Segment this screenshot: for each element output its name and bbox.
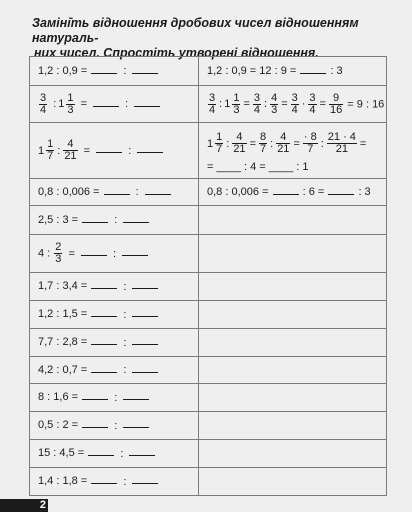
table-row <box>30 384 387 412</box>
answer-blank[interactable] <box>91 73 117 74</box>
answer-blank[interactable] <box>273 194 299 195</box>
answer-blank[interactable] <box>123 222 149 223</box>
answer-blank[interactable] <box>145 194 171 195</box>
left-cell: 1,7 : 3,4 = : <box>30 273 199 301</box>
answer-blank[interactable] <box>132 344 158 345</box>
answer-blank[interactable] <box>81 255 107 256</box>
answer-blank[interactable] <box>134 106 160 107</box>
left-cell: 1 $\frac{1}{7}$ : $\frac{4}{21}$ = : <box>30 123 199 179</box>
left-cell: 0,8 : 0,006 = : <box>30 179 199 206</box>
table-row <box>30 57 387 86</box>
table-row <box>30 235 387 273</box>
table-row <box>30 468 387 496</box>
table-row <box>30 206 387 235</box>
table-row <box>30 179 387 206</box>
answer-blank[interactable] <box>129 455 155 456</box>
answer-blank[interactable] <box>104 194 130 195</box>
table-row <box>30 301 387 329</box>
table-row <box>30 412 387 440</box>
left-cell: 1,2 : 1,5 = : <box>30 301 199 329</box>
right-cell[interactable] <box>199 301 387 329</box>
answer-blank[interactable] <box>132 316 158 317</box>
answer-blank[interactable] <box>91 316 117 317</box>
right-cell[interactable] <box>199 273 387 301</box>
table-row <box>30 123 387 179</box>
table-row <box>30 440 387 468</box>
left-cell: 1,2 : 0,9 = : <box>30 57 199 86</box>
answer-blank[interactable] <box>300 73 326 74</box>
left-cell: 8 : 1,6 = : <box>30 384 199 412</box>
answer-blank[interactable] <box>91 372 117 373</box>
left-cell: 7,7 : 2,8 = : <box>30 329 199 357</box>
right-cell[interactable] <box>199 357 387 384</box>
left-cell: 0,5 : 2 = : <box>30 412 199 440</box>
table-row <box>30 273 387 301</box>
answer-blank[interactable] <box>82 427 108 428</box>
right-cell: $\frac{3}{4}$ : 1 $\frac{1}{3}$ = $\frac{3}{4}$ : $\frac{4}{3}$ = $\frac{3}{4}$ · $\frac{3}{4}$ = $\frac{9}{16}$ = 9 : 16 <box>199 86 387 123</box>
left-cell: 4 : $\frac{2}{3}$ = : <box>30 235 199 273</box>
left-cell: 2,5 : 3 = : <box>30 206 199 235</box>
table-row <box>30 86 387 123</box>
answer-blank[interactable] <box>91 288 117 289</box>
left-cell: 4,2 : 0,7 = : <box>30 357 199 384</box>
answer-blank[interactable] <box>123 399 149 400</box>
table-row <box>30 357 387 384</box>
right-cell[interactable] <box>199 468 387 496</box>
answer-blank[interactable] <box>137 152 163 153</box>
instruction-line-2: них чисел. Спростіть утворені відношення. <box>34 46 319 60</box>
answer-blank[interactable] <box>132 288 158 289</box>
right-cell: 1 $\frac{1}{7}$ : $\frac{4}{21}$ = $\frac{8}{7}$ : $\frac{4}{21}$ = $\frac{\cdot 8}{7}$ : $\frac{21 \cdot 4}{21}$ = = ____ : 4 = ____ : 1 <box>199 123 387 179</box>
right-cell[interactable] <box>199 384 387 412</box>
answer-blank[interactable] <box>88 455 114 456</box>
right-cell[interactable] <box>199 440 387 468</box>
answer-blank[interactable] <box>93 106 119 107</box>
exercise-table <box>29 56 387 496</box>
answer-blank[interactable] <box>123 427 149 428</box>
right-cell: 0,8 : 0,006 = : 6 = : 3 <box>199 179 387 206</box>
right-cell[interactable] <box>199 329 387 357</box>
right-cell: 1,2 : 0,9 = 12 : 9 = : 3 <box>199 57 387 86</box>
answer-blank[interactable] <box>132 73 158 74</box>
answer-blank[interactable] <box>328 194 354 195</box>
answer-blank[interactable] <box>132 372 158 373</box>
answer-blank[interactable] <box>82 222 108 223</box>
answer-blank[interactable] <box>91 344 117 345</box>
left-cell: 15 : 4,5 = : <box>30 440 199 468</box>
answer-blank[interactable] <box>96 152 122 153</box>
mixed-number: 1 $\frac{1}{3}$ <box>58 91 74 116</box>
instruction-text <box>32 16 402 61</box>
right-cell[interactable] <box>199 412 387 440</box>
answer-blank[interactable] <box>132 483 158 484</box>
fraction: $\frac{3}{4}$ <box>40 91 47 116</box>
answer-blank[interactable] <box>82 399 108 400</box>
instruction-line-1: Заміні̇ть відношення дробових чисел відношенням натураль- <box>32 16 359 45</box>
answer-blank[interactable] <box>122 255 148 256</box>
answer-blank[interactable] <box>91 483 117 484</box>
left-cell: 1,4 : 1,8 = : <box>30 468 199 496</box>
table-row <box>30 329 387 357</box>
page-number: 2 <box>0 499 48 512</box>
right-cell[interactable] <box>199 235 387 273</box>
right-cell[interactable] <box>199 206 387 235</box>
left-cell: $\frac{3}{4}$ : 1 $\frac{1}{3}$ = : <box>30 86 199 123</box>
